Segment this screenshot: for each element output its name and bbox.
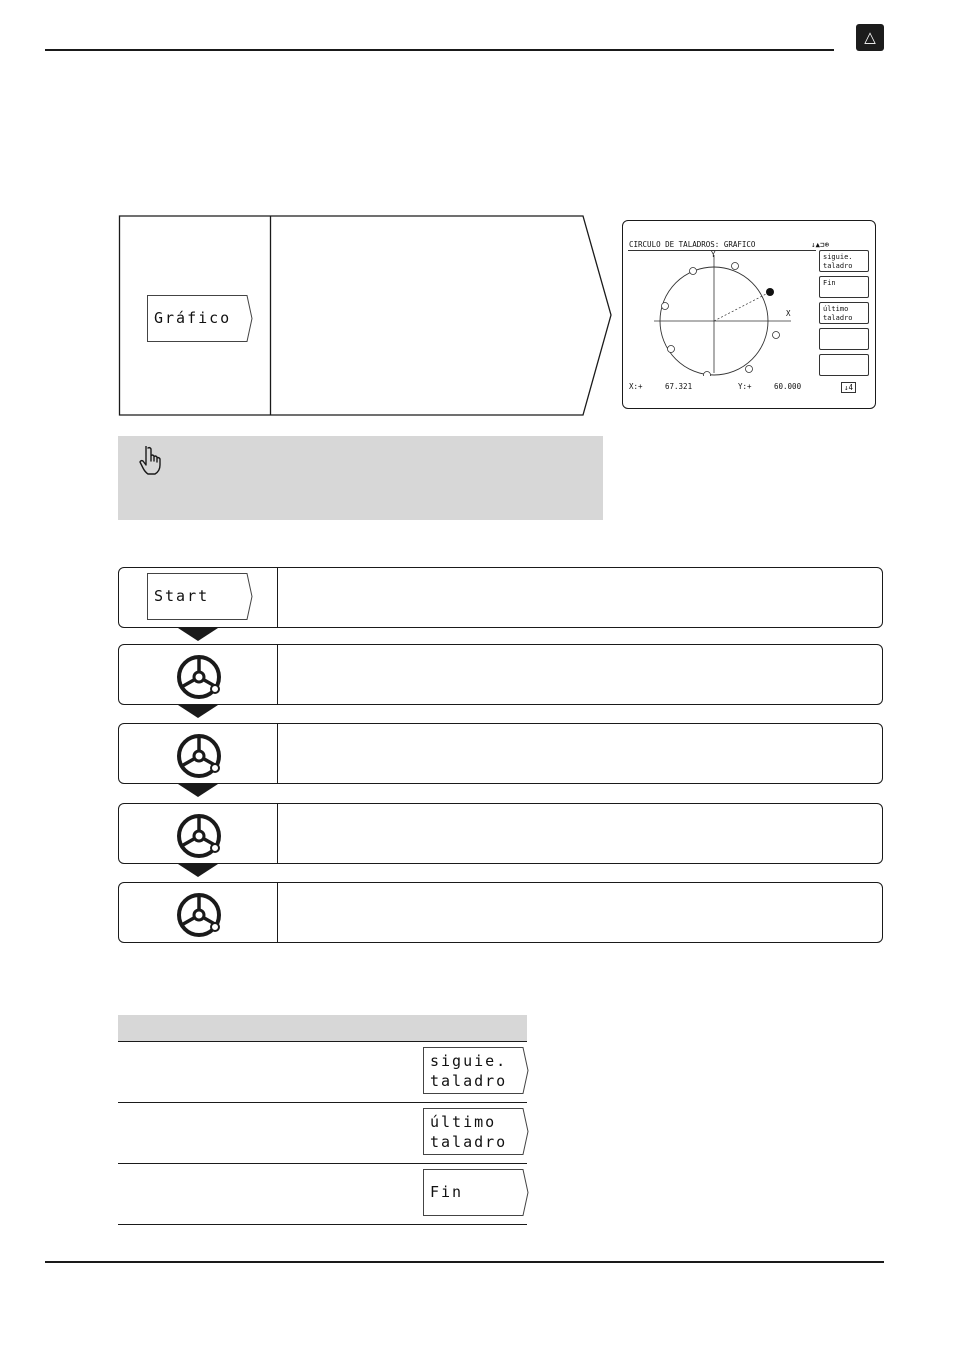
header-rule — [45, 49, 834, 51]
table-row-divider — [118, 1102, 527, 1103]
handwheel-icon — [175, 653, 223, 701]
screen-softkey-last-hole[interactable]: último taladro — [819, 302, 869, 324]
next-hole-softkey[interactable] — [423, 1047, 529, 1094]
pointing-hand-icon — [138, 446, 164, 476]
end-softkey[interactable] — [423, 1169, 529, 1216]
screen-softkey-empty-2[interactable] — [819, 354, 869, 376]
next-hole-softkey-label: siguie. taladro — [430, 1052, 508, 1090]
axis-x-label: X — [786, 309, 791, 318]
flow-arrow — [178, 628, 218, 641]
step-divider — [277, 804, 278, 863]
screen-softkey-next-hole[interactable]: siguie. taladro — [819, 250, 869, 272]
bolt-hole — [668, 346, 675, 353]
section-tab: △ — [856, 24, 884, 51]
bolt-hole — [690, 268, 697, 275]
step-divider — [277, 645, 278, 704]
step-handwheel-3 — [118, 803, 883, 864]
bolt-hole — [773, 332, 780, 339]
bolt-hole — [704, 372, 711, 377]
axis-y-label: Y — [711, 250, 716, 259]
grafico-softkey-label: Gráfico — [154, 309, 232, 327]
grafico-softkey[interactable] — [147, 295, 253, 342]
step-divider — [277, 883, 278, 942]
step-divider — [277, 568, 278, 627]
bolt-hole-current — [766, 288, 774, 296]
screen-title: CIRCULO DE TALADROS: GRAFICO — [629, 240, 756, 249]
handwheel-icon — [175, 891, 223, 939]
step-handwheel-2 — [118, 723, 883, 784]
bolt-hole — [732, 263, 739, 270]
handwheel-icon — [175, 812, 223, 860]
last-hole-softkey-label: último taladro — [430, 1113, 508, 1151]
table-row-divider — [118, 1224, 527, 1225]
note-box — [118, 436, 603, 520]
flow-arrow — [178, 705, 218, 718]
start-softkey-label: Start — [154, 587, 210, 605]
flow-arrow — [178, 864, 218, 877]
display-screen — [622, 220, 876, 409]
y-position-value: 60.000 — [774, 382, 802, 391]
function-table-header — [118, 1015, 527, 1041]
y-position-label: Y:+ — [738, 382, 752, 391]
last-hole-softkey[interactable] — [423, 1108, 529, 1155]
bolt-circle-graphic — [651, 251, 801, 376]
table-row-divider — [118, 1163, 527, 1164]
bolt-hole — [662, 303, 669, 310]
x-position-value: 67.321 — [665, 382, 693, 391]
table-row-divider — [118, 1041, 527, 1042]
x-position-label: X:+ — [629, 382, 643, 391]
bolt-hole — [746, 366, 753, 373]
step-handwheel-1 — [118, 644, 883, 705]
screen-status-icons: ↓▲⊐⊕ — [811, 240, 830, 249]
step-divider — [277, 724, 278, 783]
start-softkey[interactable] — [147, 573, 253, 620]
flow-arrow — [178, 784, 218, 797]
step-handwheel-4 — [118, 882, 883, 943]
handwheel-icon — [175, 732, 223, 780]
end-softkey-label: Fin — [430, 1183, 464, 1201]
page-indicator: ↓4 — [841, 382, 856, 393]
footer-rule — [45, 1261, 884, 1263]
screen-softkey-end[interactable]: Fin — [819, 276, 869, 298]
screen-softkey-empty-1[interactable] — [819, 328, 869, 350]
